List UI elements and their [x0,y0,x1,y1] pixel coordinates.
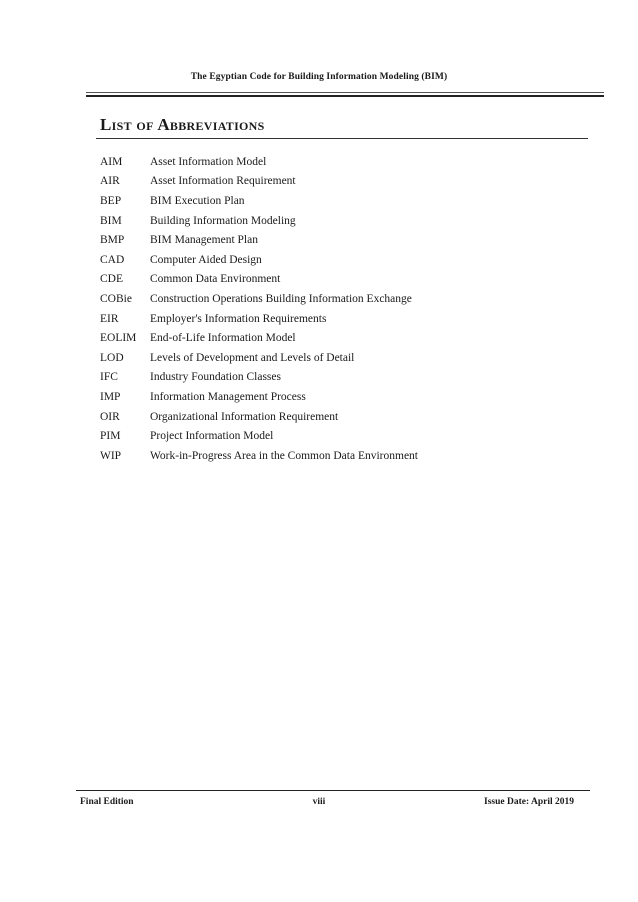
abbreviation-term: BEP [100,194,122,207]
abbreviation-definition: BIM Management Plan [150,234,258,247]
header-rule-thick [86,95,604,97]
abbreviation-row [100,250,570,270]
abbreviation-definition: Work-in-Progress Area in the Common Data Environment [150,449,418,462]
footer-edition: Final Edition [80,797,134,807]
abbreviation-definition: Asset Information Model [150,155,267,168]
abbreviation-definition: BIM Execution Plan [150,194,245,207]
abbreviation-definition: Computer Aided Design [150,253,262,266]
abbreviation-definition: Levels of Development and Levels of Detail [150,351,355,364]
abbreviation-definition: Information Management Process [150,390,306,403]
abbreviation-row [100,270,570,290]
footer-page-number: viii [312,797,326,807]
abbreviation-definition: Building Information Modeling [150,214,296,227]
abbreviation-definition: Construction Operations Building Information Exchange [150,292,412,305]
abbreviation-definition: Organizational Information Requirement [150,410,339,423]
abbreviation-term: AIM [100,155,123,168]
abbreviation-term: EOLIM [100,332,137,345]
abbreviation-row [100,368,570,388]
header-rule-thin [86,92,604,93]
abbreviation-row [100,211,570,231]
abbreviation-row [100,426,570,446]
abbreviation-term: IMP [100,390,121,403]
abbreviation-row [100,172,570,192]
abbreviation-list [100,152,570,466]
abbreviation-row [100,387,570,407]
abbreviation-term: CDE [100,273,123,286]
abbreviation-row [100,348,570,368]
section-title-text: List of Abbreviations [100,115,265,134]
section-title [100,115,265,135]
title-rule [96,138,588,139]
abbreviation-term: OIR [100,410,120,423]
abbreviation-row [100,309,570,329]
abbreviation-term: WIP [100,449,122,462]
abbreviation-definition: End-of-Life Information Model [150,332,296,345]
abbreviation-term: COBie [100,292,132,305]
abbreviation-row [100,191,570,211]
abbreviation-term: IFC [100,371,118,384]
abbreviation-term: CAD [100,253,125,266]
abbreviation-definition: Common Data Environment [150,273,281,286]
abbreviation-term: PIM [100,430,121,443]
abbreviation-row [100,328,570,348]
abbreviation-definition: Employer's Information Requirements [150,312,327,325]
abbreviation-row [100,289,570,309]
abbreviation-definition: Project Information Model [150,430,274,443]
footer-issue-date: Issue Date: April 2019 [484,797,574,807]
footer-rule [76,790,590,791]
abbreviation-term: BIM [100,214,122,227]
abbreviation-term: EIR [100,312,119,325]
abbreviation-row [100,152,570,172]
running-header: The Egyptian Code for Building Information Modeling (BIM) [190,72,448,82]
abbreviation-term: LOD [100,351,124,364]
abbreviation-term: BMP [100,234,125,247]
abbreviation-definition: Industry Foundation Classes [150,371,281,384]
abbreviation-row [100,446,570,466]
abbreviation-term: AIR [100,175,120,188]
abbreviation-row [100,230,570,250]
abbreviation-definition: Asset Information Requirement [150,175,296,188]
abbreviation-row [100,407,570,427]
